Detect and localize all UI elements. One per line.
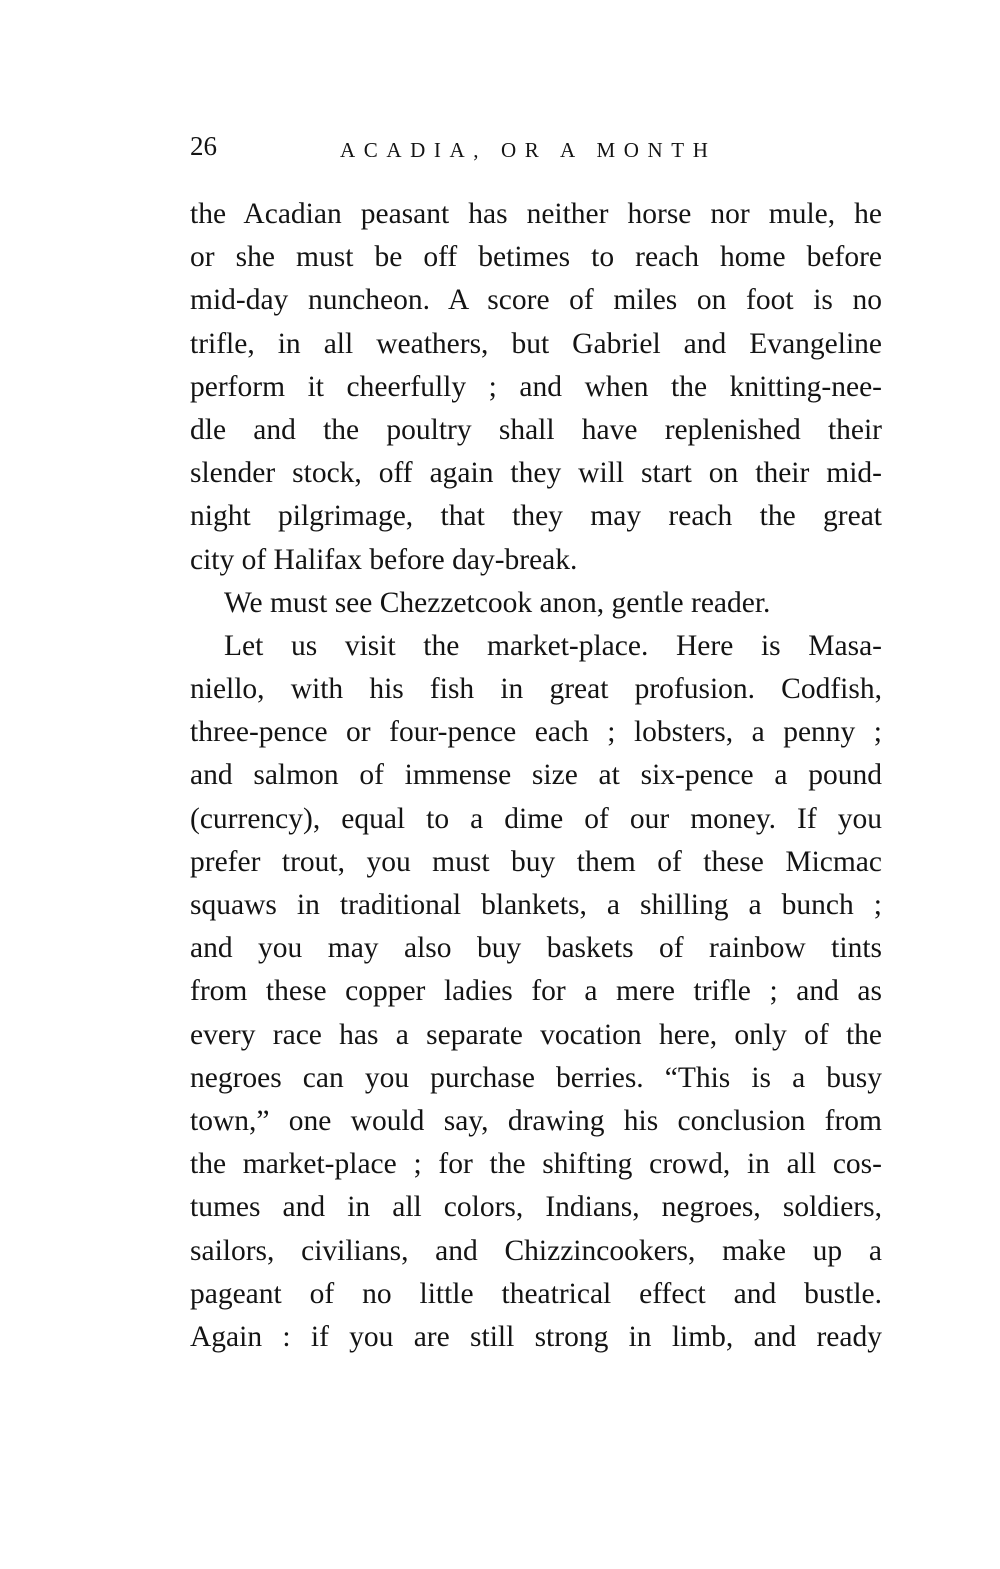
book-page	[190, 128, 882, 1359]
running-head: ACADIA, OR A MONTH	[340, 138, 717, 162]
text-line: squaws in traditional blankets, a shilling a bunch ;	[190, 889, 882, 921]
text-line: and salmon of immense size at six-pence a pound	[190, 759, 882, 792]
text-line: or she must be off betimes to reach home before	[190, 241, 882, 274]
text-line: sailors, civilians, and Chizzincookers, make up a	[190, 1234, 882, 1267]
text-line: the Acadian peasant has neither horse nor mule, he	[190, 198, 882, 230]
text-line: Let us visit the market-place. Here is Masa-	[224, 629, 882, 662]
page-header	[190, 128, 882, 168]
text-line: and you may also buy baskets of rainbow tints	[190, 932, 882, 965]
text-line: (currency), equal to a dime of our money. If you	[190, 802, 882, 835]
text-line: pageant of no little theatrical effect and bustle.	[190, 1277, 882, 1310]
page-number: 26	[190, 131, 217, 161]
text-line: tumes and in all colors, Indians, negroes, soldiers,	[190, 1191, 882, 1224]
text-line: negroes can you purchase berries. “This is a busy	[190, 1061, 882, 1094]
text-line: town,” one would say, drawing his conclusion from	[190, 1104, 882, 1137]
text-line: from these copper ladies for a mere trifle ; and as	[190, 975, 882, 1008]
text-line: prefer trout, you must buy them of these Micmac	[190, 845, 882, 878]
text-line: slender stock, off again they will start on their mid-	[190, 457, 882, 490]
text-line: city of Halifax before day-break.	[190, 543, 578, 576]
text-line: dle and the poultry shall have replenished their	[190, 413, 882, 446]
text-line: trifle, in all weathers, but Gabriel and Evangeline	[190, 327, 882, 360]
text-line: three-pence or four-pence each ; lobsters, a penny ;	[190, 716, 882, 749]
text-line: mid-day nuncheon. A score of miles on foot is no	[190, 284, 882, 317]
text-line: We must see Chezzetcook anon, gentle reader.	[224, 586, 771, 619]
text-line: every race has a separate vocation here, only of the	[190, 1018, 882, 1051]
text-line: Again : if you are still strong in limb, and ready	[190, 1320, 882, 1353]
text-line: night pilgrimage, that they may reach the great	[190, 500, 882, 533]
text-line: niello, with his fish in great profusion. Codfish,	[190, 673, 882, 706]
text-line: the market-place ; for the shifting crowd, in all cos-	[190, 1148, 882, 1181]
body-text	[190, 193, 882, 1359]
text-line: perform it cheerfully ; and when the knitting-nee-	[190, 370, 882, 403]
